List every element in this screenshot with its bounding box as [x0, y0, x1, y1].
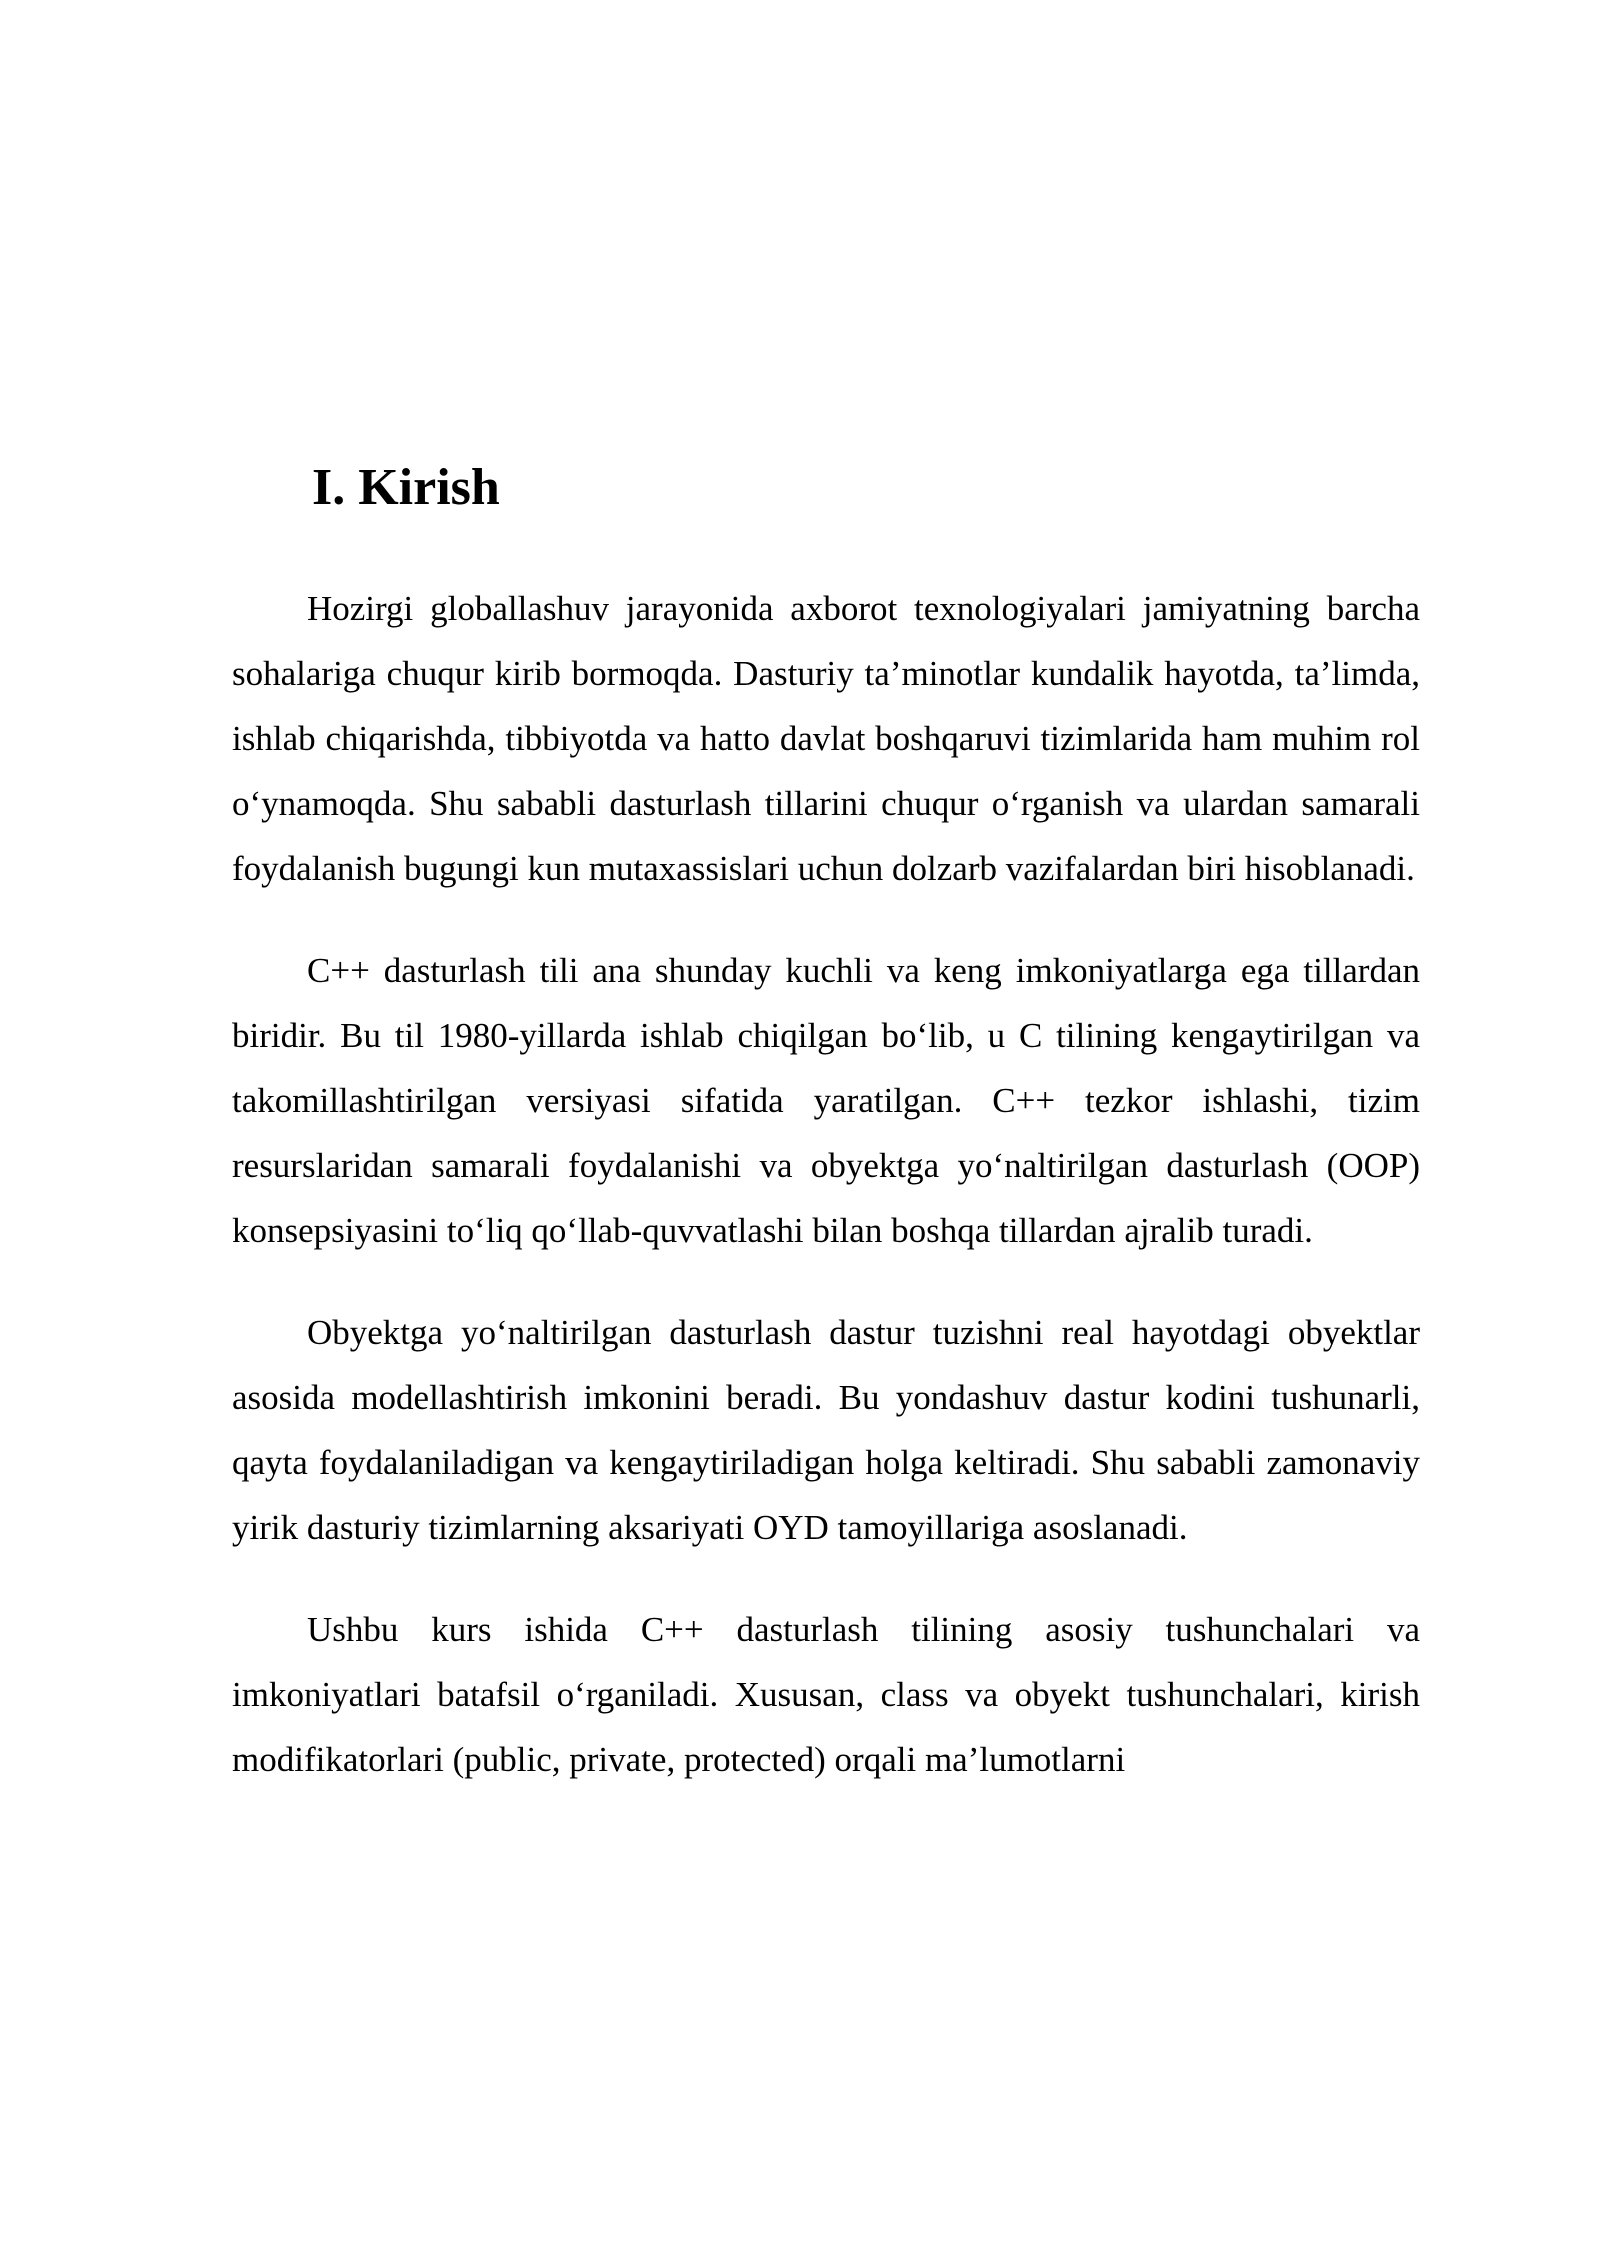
- paragraph-3: Obyektga yo‘naltirilgan dasturlash dastur tuzishni real hayotdagi obyektlar asosida modellashtirish imkonini beradi. Bu yondashuv dastur kodini tushunarli, qayta foydalaniladigan va kengaytiriladigan holga keltiradi. Shu sababli zamonaviy yirik dasturiy tizimlarning aksariyati OYD tamoyillariga asoslanadi.: [232, 1313, 1420, 1547]
- section-heading: I. Kirish: [312, 459, 500, 516]
- paragraph-1: Hozirgi globallashuv jarayonida axborot texnologiyalari jamiyatning barcha sohalariga chuqur kirib bormoqda. Dasturiy ta’minotlar kundalik hayotda, ta’limda, ishlab chiqarishda, tibbiyotda va hatto davlat boshqaruvi tizimlarida ham muhim rol o‘ynamoqda. Shu sababli dasturlash tillarini chuqur o‘rganish va ulardan samarali foydalanish bugungi kun mutaxassislari uchun dolzarb vazifalardan biri hisoblanadi.: [232, 589, 1420, 888]
- paragraph-4: Ushbu kurs ishida C++ dasturlash tilining asosiy tushunchalari va imkoniyatlari batafsil o‘rganiladi. Xususan, class va obyekt tushunchalari, kirish modifikatorlari (public, private, protected) orqali ma’lumotlarni: [232, 1610, 1420, 1779]
- body-text: [232, 576, 1420, 1829]
- paragraph-2: C++ dasturlash tili ana shunday kuchli va keng imkoniyatlarga ega tillardan biridir. Bu til 1980-yillarda ishlab chiqilgan bo‘lib, u C tilining kengaytirilgan va takomillashtirilgan versiyasi sifatida yaratilgan. C++ tezkor ishlashi, tizim resurslaridan samarali foydalanishi va obyektga yo‘naltirilgan dasturlash (OOP) konsepsiyasini to‘liq qo‘llab-quvvatlashi bilan boshqa tillardan ajralib turadi.: [232, 951, 1420, 1250]
